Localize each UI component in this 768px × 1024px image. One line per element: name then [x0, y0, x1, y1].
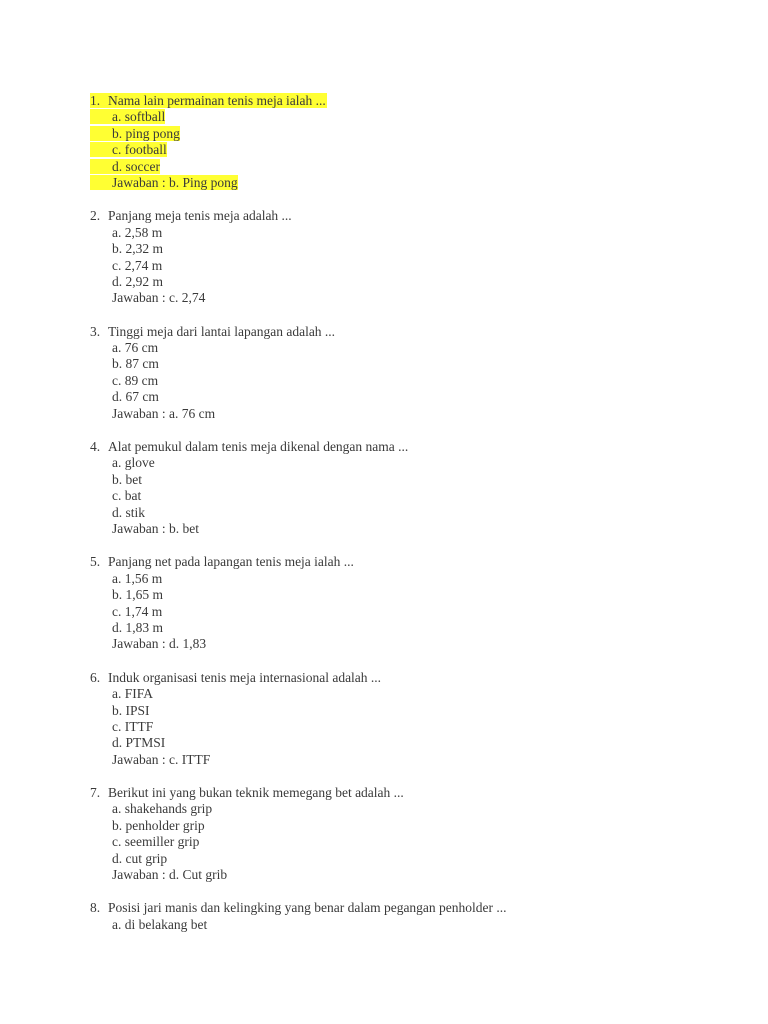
option-text: a. shakehands grip [112, 801, 213, 817]
option-text: a. di belakang bet [112, 916, 208, 932]
option-text: a. 1,56 m [112, 570, 163, 586]
question-3 [0, 324, 768, 422]
question-text: Induk organisasi tenis meja internasional adalah ... [108, 669, 382, 685]
option-line [0, 142, 768, 158]
option-line [0, 719, 768, 735]
question-text: Panjang net pada lapangan tenis meja ialah ... [108, 554, 354, 570]
question-highlight-span [90, 93, 327, 108]
question-text-line [0, 900, 768, 916]
question-highlight-span [90, 324, 335, 339]
question-1 [0, 93, 768, 191]
option-text: c. bat [112, 488, 142, 504]
question-number: 1. [90, 93, 101, 108]
option-line [0, 109, 768, 125]
option-text: c. seemiller grip [112, 834, 200, 850]
option-line [0, 604, 768, 620]
option-text: a. 2,58 m [112, 224, 163, 240]
question-text-line [0, 439, 768, 455]
question-text: Panjang meja tenis meja adalah ... [108, 208, 292, 224]
option-text: b. 1,65 m [112, 587, 164, 603]
question-text-line [0, 670, 768, 686]
option-text: b. bet [112, 471, 142, 487]
option-line [0, 472, 768, 488]
answer-line [0, 406, 768, 422]
option-line [0, 488, 768, 504]
question-text-line [0, 208, 768, 224]
answer-line [0, 752, 768, 768]
option-text: b. penholder grip [112, 817, 205, 833]
option-line [0, 587, 768, 603]
question-number: 4. [90, 439, 101, 455]
question-highlight-span [90, 439, 408, 454]
option-line [0, 126, 768, 142]
question-text-line [0, 93, 768, 109]
answer-line [0, 636, 768, 652]
option-line [0, 455, 768, 471]
option-text: c. 2,74 m [112, 257, 163, 273]
option-line [0, 274, 768, 290]
option-line [0, 505, 768, 521]
question-text: Posisi jari manis dan kelingking yang benar dalam pegangan penholder ... [108, 900, 507, 916]
option-text: d. soccer [90, 159, 160, 174]
question-6 [0, 670, 768, 768]
question-number: 3. [90, 323, 101, 339]
option-line [0, 620, 768, 636]
option-line [0, 703, 768, 719]
question-highlight-span [90, 785, 404, 800]
option-text: b. 87 cm [112, 356, 159, 372]
option-line [0, 818, 768, 834]
question-8 [0, 900, 768, 933]
answer-line [0, 175, 768, 191]
question-5 [0, 554, 768, 652]
option-line [0, 686, 768, 702]
option-line [0, 571, 768, 587]
question-2 [0, 208, 768, 306]
option-line [0, 356, 768, 372]
answer-text: Jawaban : a. 76 cm [112, 405, 216, 421]
option-text: d. PTMSI [112, 735, 166, 751]
option-line [0, 258, 768, 274]
option-line [0, 225, 768, 241]
question-highlight-span [90, 208, 292, 223]
question-7 [0, 785, 768, 883]
question-number: 7. [90, 785, 101, 801]
option-line [0, 834, 768, 850]
option-line [0, 917, 768, 933]
answer-text: Jawaban : d. 1,83 [112, 636, 207, 652]
option-text: c. ITTF [112, 718, 154, 734]
question-number: 8. [90, 900, 101, 916]
question-text: Alat pemukul dalam tenis meja dikenal dengan nama ... [108, 439, 409, 455]
document-page [0, 93, 768, 950]
option-text: b. ping pong [90, 126, 180, 141]
option-text: b. 2,32 m [112, 241, 164, 257]
question-text-line [0, 324, 768, 340]
option-line [0, 241, 768, 257]
option-text: c. football [90, 142, 167, 157]
question-highlight-span [90, 554, 354, 569]
answer-text: Jawaban : c. 2,74 [112, 290, 206, 306]
option-text: d. 67 cm [112, 389, 159, 405]
option-text: d. 1,83 m [112, 619, 164, 635]
option-line [0, 735, 768, 751]
question-number: 5. [90, 554, 101, 570]
option-text: c. 89 cm [112, 372, 159, 388]
question-highlight-span [90, 670, 381, 685]
question-text: Nama lain permainan tenis meja ialah ... [108, 93, 326, 108]
answer-text: Jawaban : b. Ping pong [90, 175, 238, 190]
option-text: c. 1,74 m [112, 603, 163, 619]
option-text: a. softball [90, 109, 165, 124]
answer-text: Jawaban : d. Cut grib [112, 867, 228, 883]
option-line [0, 373, 768, 389]
question-highlight-span [90, 900, 507, 915]
question-text-line [0, 785, 768, 801]
option-text: d. cut grip [112, 850, 168, 866]
option-line [0, 851, 768, 867]
option-text: a. FIFA [112, 686, 154, 702]
question-text-line [0, 554, 768, 570]
answer-text: Jawaban : c. ITTF [112, 751, 211, 767]
option-text: d. stik [112, 504, 146, 520]
option-text: a. glove [112, 455, 155, 471]
option-text: b. IPSI [112, 702, 150, 718]
option-line [0, 389, 768, 405]
answer-line [0, 867, 768, 883]
question-text: Berikut ini yang bukan teknik memegang bet adalah ... [108, 785, 404, 801]
option-line [0, 801, 768, 817]
option-line [0, 159, 768, 175]
question-4 [0, 439, 768, 537]
question-number: 6. [90, 669, 101, 685]
question-number: 2. [90, 208, 101, 224]
answer-line [0, 521, 768, 537]
answer-text: Jawaban : b. bet [112, 520, 199, 536]
option-line [0, 340, 768, 356]
question-text: Tinggi meja dari lantai lapangan adalah ... [108, 323, 336, 339]
option-text: a. 76 cm [112, 340, 159, 356]
option-text: d. 2,92 m [112, 273, 164, 289]
answer-line [0, 290, 768, 306]
